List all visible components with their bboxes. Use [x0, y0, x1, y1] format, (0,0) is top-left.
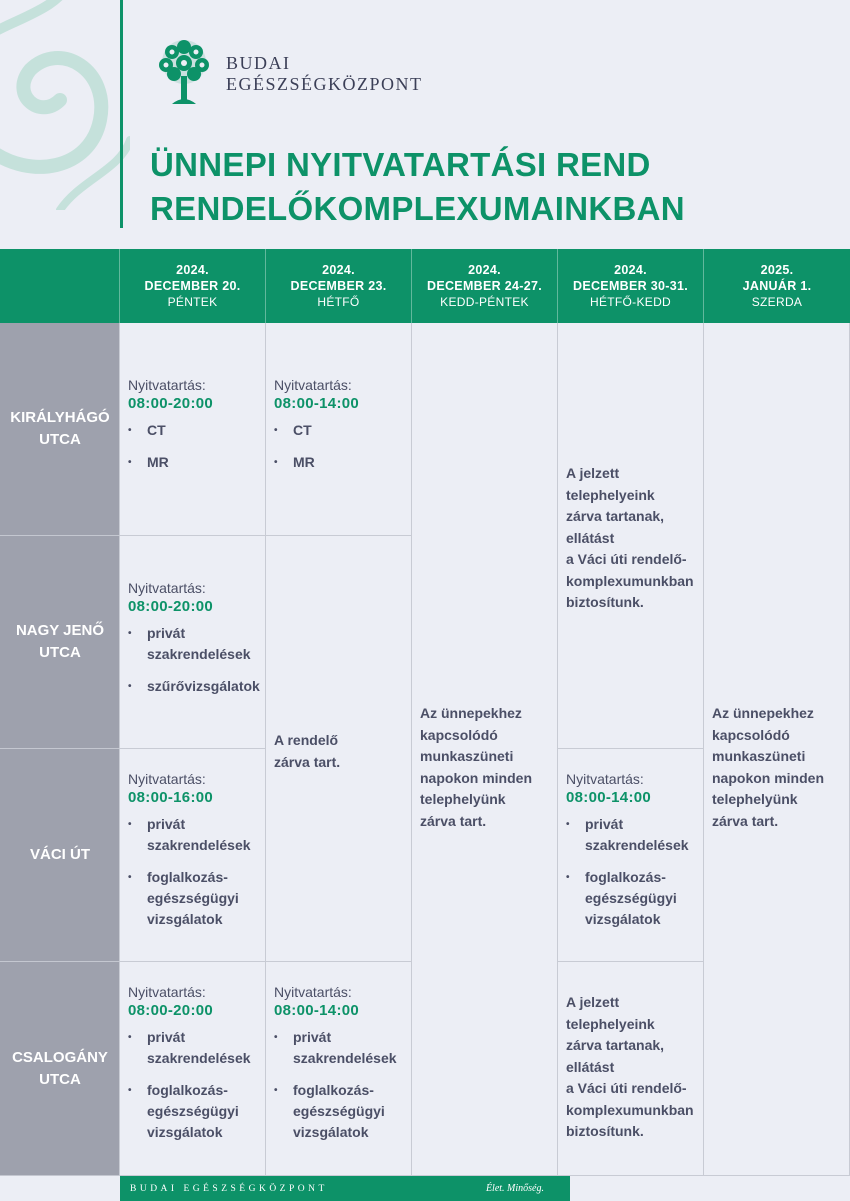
service-list	[128, 1027, 259, 1143]
note-line: zárva tart.	[712, 812, 779, 829]
note-line: A rendelő	[274, 732, 339, 748]
redirect-note	[566, 463, 699, 614]
page-title	[150, 143, 685, 231]
column-date: JANUÁR 1.	[742, 279, 812, 293]
column-year: 2024.	[176, 263, 209, 277]
location-name: KIRÁLYHÁGÓ	[10, 409, 110, 426]
opening-hours: 08:00-14:00	[274, 395, 360, 412]
opening-label: Nyitvatartás:	[128, 377, 206, 393]
column-day: HÉTFŐ	[317, 295, 360, 309]
service-item: • CT	[128, 420, 257, 441]
note-line: telephelyünk	[420, 791, 506, 807]
location-kiralyhago	[0, 323, 120, 536]
opening-label: Nyitvatartás:	[274, 984, 352, 1000]
footer-slogan: Élet. Minőség.	[485, 1183, 544, 1194]
location-csalogany	[0, 962, 120, 1176]
note-line: napokon minden	[420, 769, 532, 786]
note-line: Az ünnepekhez	[420, 705, 522, 721]
service-list	[274, 420, 403, 473]
note-line: munkaszüneti	[420, 748, 514, 764]
cell-csalogany-dec20	[119, 962, 265, 1176]
opening-label: Nyitvatartás:	[128, 771, 206, 787]
cell-closed-dec23	[265, 536, 411, 962]
cell-vaciut-dec20	[119, 749, 265, 962]
note-line: telephelyeink	[566, 486, 655, 503]
service-item: • privát szakrendelések	[128, 1027, 259, 1069]
column-header-dec24-27	[411, 249, 557, 323]
service-item: • foglalkozás-egészségügyi vizsgálatok	[128, 1080, 259, 1143]
note-line: ellátást	[566, 1058, 615, 1075]
column-header-dec30-31	[557, 249, 703, 323]
cell-redirect-dec30-31-top	[557, 323, 703, 749]
column-year: 2024.	[322, 263, 355, 277]
opening-hours: 08:00-14:00	[566, 789, 652, 806]
location-nagy-jeno	[0, 536, 120, 749]
redirect-note	[566, 992, 699, 1143]
location-name: NAGY JENŐ	[15, 622, 105, 639]
header-divider-line	[120, 0, 123, 228]
opening-label: Nyitvatartás:	[566, 771, 644, 787]
service-list	[128, 623, 261, 697]
service-item: • foglalkozás-egészségügyi vizsgálatok	[566, 867, 697, 930]
note-line: zárva tart.	[420, 812, 487, 829]
service-item: • privát szakrendelések	[128, 623, 261, 665]
service-list	[274, 1027, 405, 1143]
opening-label: Nyitvatartás:	[128, 984, 206, 1000]
closed-note	[274, 730, 403, 773]
footer-brand: BUDAI EGÉSZSÉGKÖZPONT	[130, 1183, 328, 1194]
location-name: UTCA	[39, 644, 81, 661]
location-name: CSALOGÁNY	[12, 1048, 108, 1066]
opening-hours: 08:00-14:00	[274, 1002, 360, 1019]
tree-icon	[152, 38, 216, 110]
column-year: 2024.	[614, 263, 647, 277]
service-item: • foglalkozás-egészségügyi vizsgálatok	[274, 1080, 405, 1143]
column-day: PÉNTEK	[167, 295, 218, 309]
opening-hours: 08:00-16:00	[128, 789, 214, 806]
title-line-1: ÜNNEPI NYITVATARTÁSI REND	[150, 146, 651, 183]
cell-holiday-dec24-27	[411, 323, 557, 1176]
note-line: kapcsolódó	[712, 726, 790, 743]
note-line: biztosítunk.	[566, 594, 644, 610]
note-line: telephelyeink	[566, 1015, 655, 1032]
note-line: Az ünnepekhez	[712, 705, 814, 721]
service-item: • MR	[128, 452, 257, 473]
holiday-note	[420, 703, 549, 832]
opening-hours: 08:00-20:00	[128, 395, 214, 412]
opening-label: Nyitvatartás:	[128, 580, 206, 596]
note-line: zárva tartanak,	[566, 508, 665, 524]
service-item: • CT	[274, 420, 403, 441]
note-line: telephelyünk	[712, 791, 798, 807]
note-line: A jelzett	[566, 994, 620, 1010]
service-list	[128, 420, 257, 473]
note-line: munkaszüneti	[712, 748, 806, 764]
opening-hours: 08:00-20:00	[128, 1002, 214, 1019]
column-header-dec23	[265, 249, 411, 323]
brand-logo	[152, 38, 423, 110]
note-line: ellátást	[566, 529, 615, 546]
column-day: HÉTFŐ-KEDD	[590, 295, 671, 309]
cell-redirect-dec30-31-bottom	[557, 962, 703, 1176]
cell-holiday-jan1	[703, 323, 850, 1176]
holiday-note	[712, 703, 843, 832]
note-line: komplexumunkban	[566, 572, 694, 589]
title-line-2: RENDELŐKOMPLEXUMAINKBAN	[150, 190, 685, 227]
column-date: DECEMBER 24-27.	[427, 279, 542, 293]
cell-kiralyhago-dec20	[119, 323, 265, 536]
note-line: napokon minden	[712, 769, 824, 786]
column-header-jan1	[703, 249, 850, 323]
note-line: kapcsolódó	[420, 726, 498, 743]
cell-vaciut-dec30-31	[557, 749, 703, 962]
note-line: zárva tartanak,	[566, 1037, 665, 1053]
service-item: • foglalkozás-egészségügyi vizsgálatok	[128, 867, 259, 930]
brand-line-2: EGÉSZSÉGKÖZPONT	[226, 74, 423, 94]
service-item: • privát szakrendelések	[274, 1027, 405, 1069]
note-line: a Váci úti rendelő-	[566, 551, 687, 567]
service-list	[566, 814, 697, 930]
column-year: 2024.	[468, 263, 501, 277]
service-item: • MR	[274, 452, 403, 473]
opening-hours: 08:00-20:00	[128, 598, 214, 615]
cell-csalogany-dec23	[265, 962, 411, 1176]
service-item: • privát szakrendelések	[566, 814, 697, 856]
location-name: UTCA	[39, 431, 81, 448]
column-date: DECEMBER 23.	[290, 279, 387, 293]
location-vaci-ut	[0, 749, 120, 962]
service-item: • szűrővizsgálatok	[128, 676, 261, 697]
cell-kiralyhago-dec23	[265, 323, 411, 536]
column-day: SZERDA	[751, 295, 803, 309]
date-header-row	[0, 249, 850, 323]
column-header-dec20	[119, 249, 265, 323]
column-date: DECEMBER 30-31.	[573, 279, 688, 293]
brand-line-1: BUDAI	[226, 53, 291, 73]
note-line: zárva tart.	[274, 753, 341, 770]
note-line: A jelzett	[566, 465, 620, 481]
note-line: biztosítunk.	[566, 1123, 644, 1139]
location-name: VÁCI ÚT	[30, 846, 90, 863]
column-date: DECEMBER 20.	[144, 279, 241, 293]
column-day: KEDD-PÉNTEK	[440, 295, 529, 309]
service-list	[128, 814, 259, 930]
opening-label: Nyitvatartás:	[274, 377, 352, 393]
location-name: UTCA	[39, 1070, 81, 1088]
service-item: • privát szakrendelések	[128, 814, 259, 856]
footer-bar	[120, 1176, 570, 1201]
decorative-swirl	[0, 0, 130, 210]
cell-nagyjeno-dec20	[119, 536, 265, 749]
note-line: a Váci úti rendelő-	[566, 1080, 687, 1096]
column-year: 2025.	[760, 263, 794, 277]
note-line: komplexumunkban	[566, 1101, 694, 1118]
